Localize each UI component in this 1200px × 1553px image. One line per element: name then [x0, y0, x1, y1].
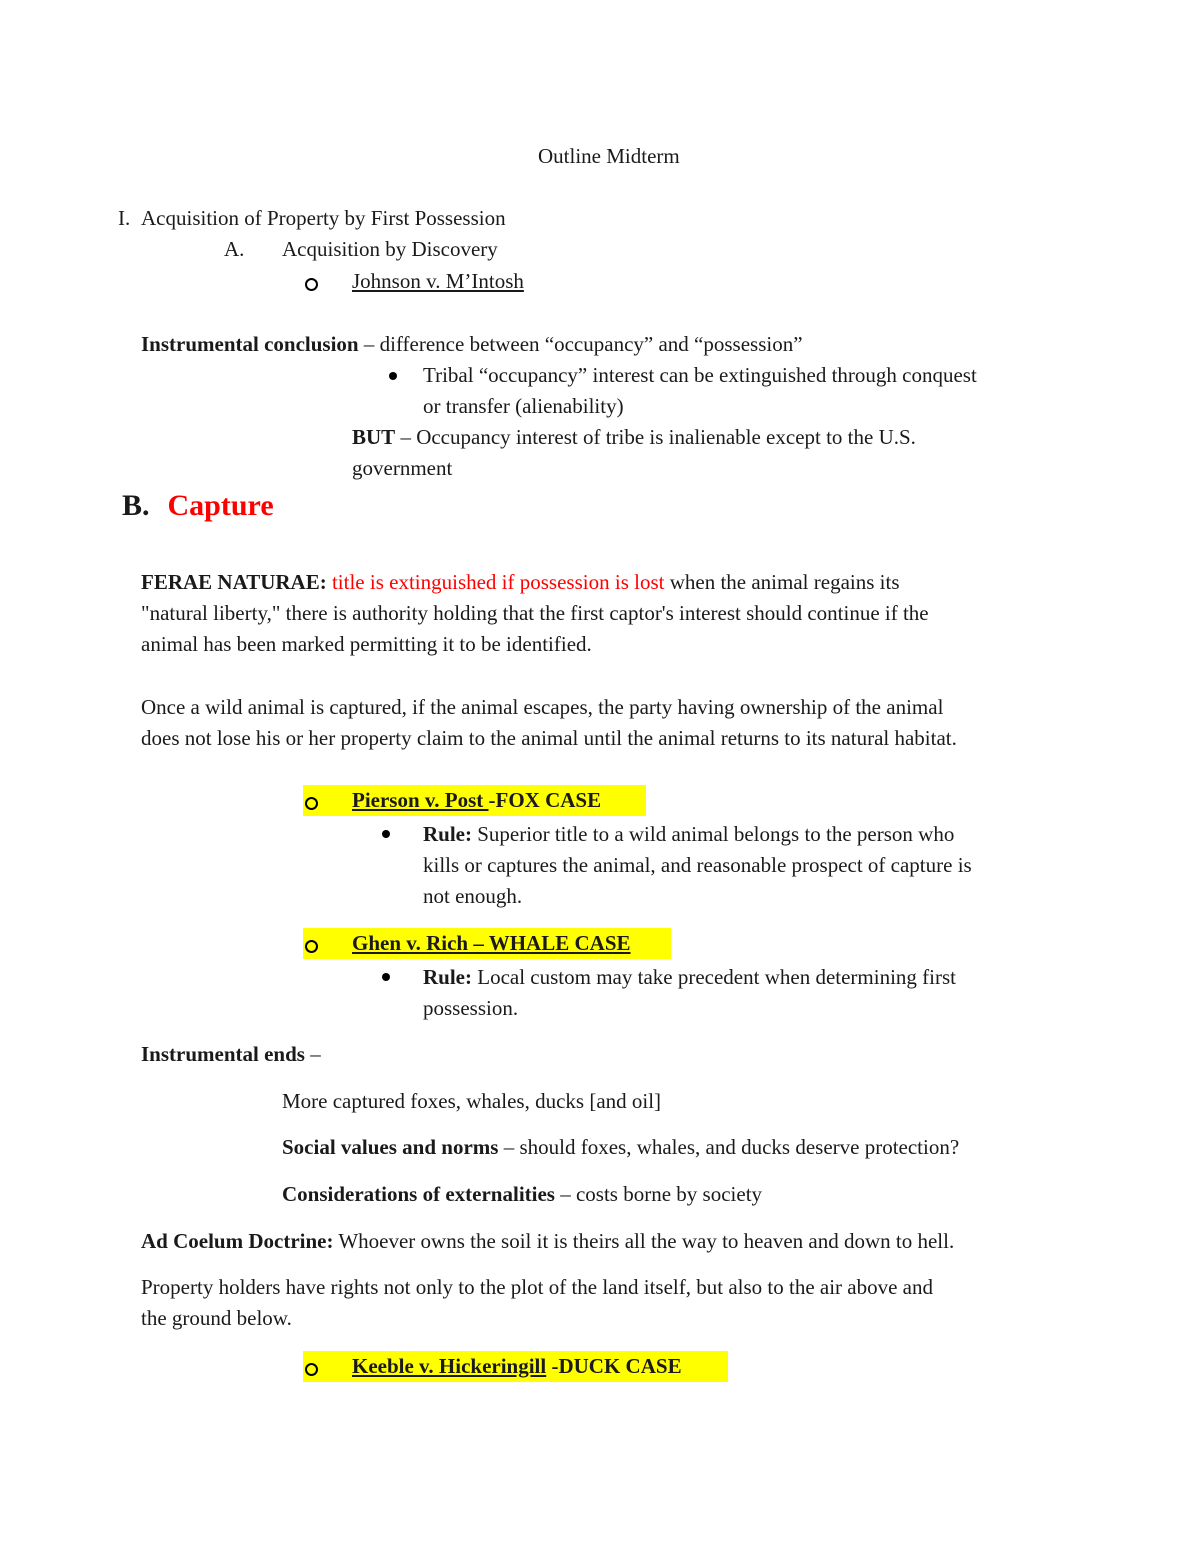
section-a-letter: A. [224, 237, 245, 261]
ad-coelum-label: Ad Coelum Doctrine: [141, 1229, 334, 1253]
section-a-heading: Acquisition by Discovery [282, 237, 498, 261]
ghen-rule-text: Local custom may take precedent when determining first [472, 965, 956, 989]
but-line2: government [352, 456, 453, 480]
instrumental-ends-label: Instrumental ends [141, 1042, 305, 1066]
circle-bullet-icon [305, 1363, 318, 1376]
tribal-occupancy-line1: Tribal “occupancy” interest can be extinguished through conquest [423, 363, 977, 387]
ends-item-2-label: Social values and norms [282, 1135, 499, 1159]
ghen-rule-line2: possession. [423, 996, 519, 1020]
ferae-label: FERAE NATURAE: [141, 570, 327, 594]
ferae-highlight: title is extinguished if possession is lost [326, 570, 665, 594]
section-b-title: Capture [167, 489, 274, 522]
once-line1: Once a wild animal is captured, if the animal escapes, the party having ownership of the animal [141, 695, 944, 719]
ends-item-2 [282, 1132, 959, 1163]
ghen-rule-line1 [423, 962, 956, 993]
section-b-letter: B. [122, 489, 150, 522]
ends-item-3-label: Considerations of externalities [282, 1182, 555, 1206]
but-line [352, 422, 916, 453]
ferae-line3: animal has been marked permitting it to be identified. [141, 632, 592, 656]
ferae-rest: when the animal regains its [664, 570, 900, 594]
pierson-rule-text: Superior title to a wild animal belongs to the person who [472, 822, 955, 846]
case-johnson: Johnson v. M’Intosh [352, 269, 524, 293]
section-i-numeral: I. [118, 206, 131, 230]
page-title: Outline Midterm [538, 144, 680, 168]
ghen-rule-label: Rule: [423, 965, 472, 989]
bullet-icon [382, 830, 390, 838]
ends-item-1: More captured foxes, whales, ducks [and oil] [282, 1089, 662, 1113]
ferae-line1 [141, 567, 900, 598]
instrumental-conclusion-text: – difference between “occupancy” and “possession” [358, 332, 803, 356]
bullet-icon [389, 372, 397, 380]
tribal-occupancy-line2: or transfer (alienability) [423, 394, 624, 418]
ad-coelum-para-line1: Property holders have rights not only to the plot of the land itself, but also to the air above and [141, 1275, 934, 1299]
pierson-rule-line3: not enough. [423, 884, 523, 908]
pierson-rule-label: Rule: [423, 822, 472, 846]
ends-item-3 [282, 1179, 762, 1210]
circle-bullet-icon [305, 278, 318, 291]
instrumental-conclusion-label: Instrumental conclusion [141, 332, 359, 356]
pierson-rule-line2: kills or captures the animal, and reasonable prospect of capture is [423, 853, 972, 877]
ends-item-3-text: – costs borne by society [554, 1182, 763, 1206]
case-keeble-name: Keeble v. Hickeringill [352, 1354, 547, 1378]
once-line2: does not lose his or her property claim to the animal until the animal returns to its natural habitat. [141, 726, 957, 750]
case-pierson-name: Pierson v. Post [352, 788, 489, 812]
case-ghen: Ghen v. Rich – WHALE CASE [352, 931, 631, 955]
section-b-heading [122, 486, 274, 526]
ad-coelum-text: Whoever owns the soil it is theirs all the way to heaven and down to hell. [333, 1229, 955, 1253]
case-pierson-suffix: -FOX CASE [488, 788, 602, 812]
but-label: BUT [352, 425, 396, 449]
but-text: – Occupancy interest of tribe is inalienable except to the U.S. [395, 425, 916, 449]
section-i-heading: Acquisition of Property by First Possession [141, 206, 506, 230]
case-pierson [352, 785, 601, 816]
ends-item-2-text: – should foxes, whales, and ducks deserve protection? [498, 1135, 960, 1159]
instrumental-conclusion [141, 329, 803, 360]
case-keeble-suffix: -DUCK CASE [546, 1354, 682, 1378]
circle-bullet-icon [305, 940, 318, 953]
ferae-line2: "natural liberty," there is authority holding that the first captor's interest should continue if the [141, 601, 929, 625]
pierson-rule-line1 [423, 819, 954, 850]
circle-bullet-icon [305, 797, 318, 810]
case-keeble [352, 1351, 682, 1382]
ad-coelum-para-line2: the ground below. [141, 1306, 292, 1330]
bullet-icon [382, 973, 390, 981]
instrumental-ends [141, 1039, 321, 1070]
instrumental-ends-dash: – [304, 1042, 321, 1066]
ad-coelum [141, 1226, 954, 1257]
